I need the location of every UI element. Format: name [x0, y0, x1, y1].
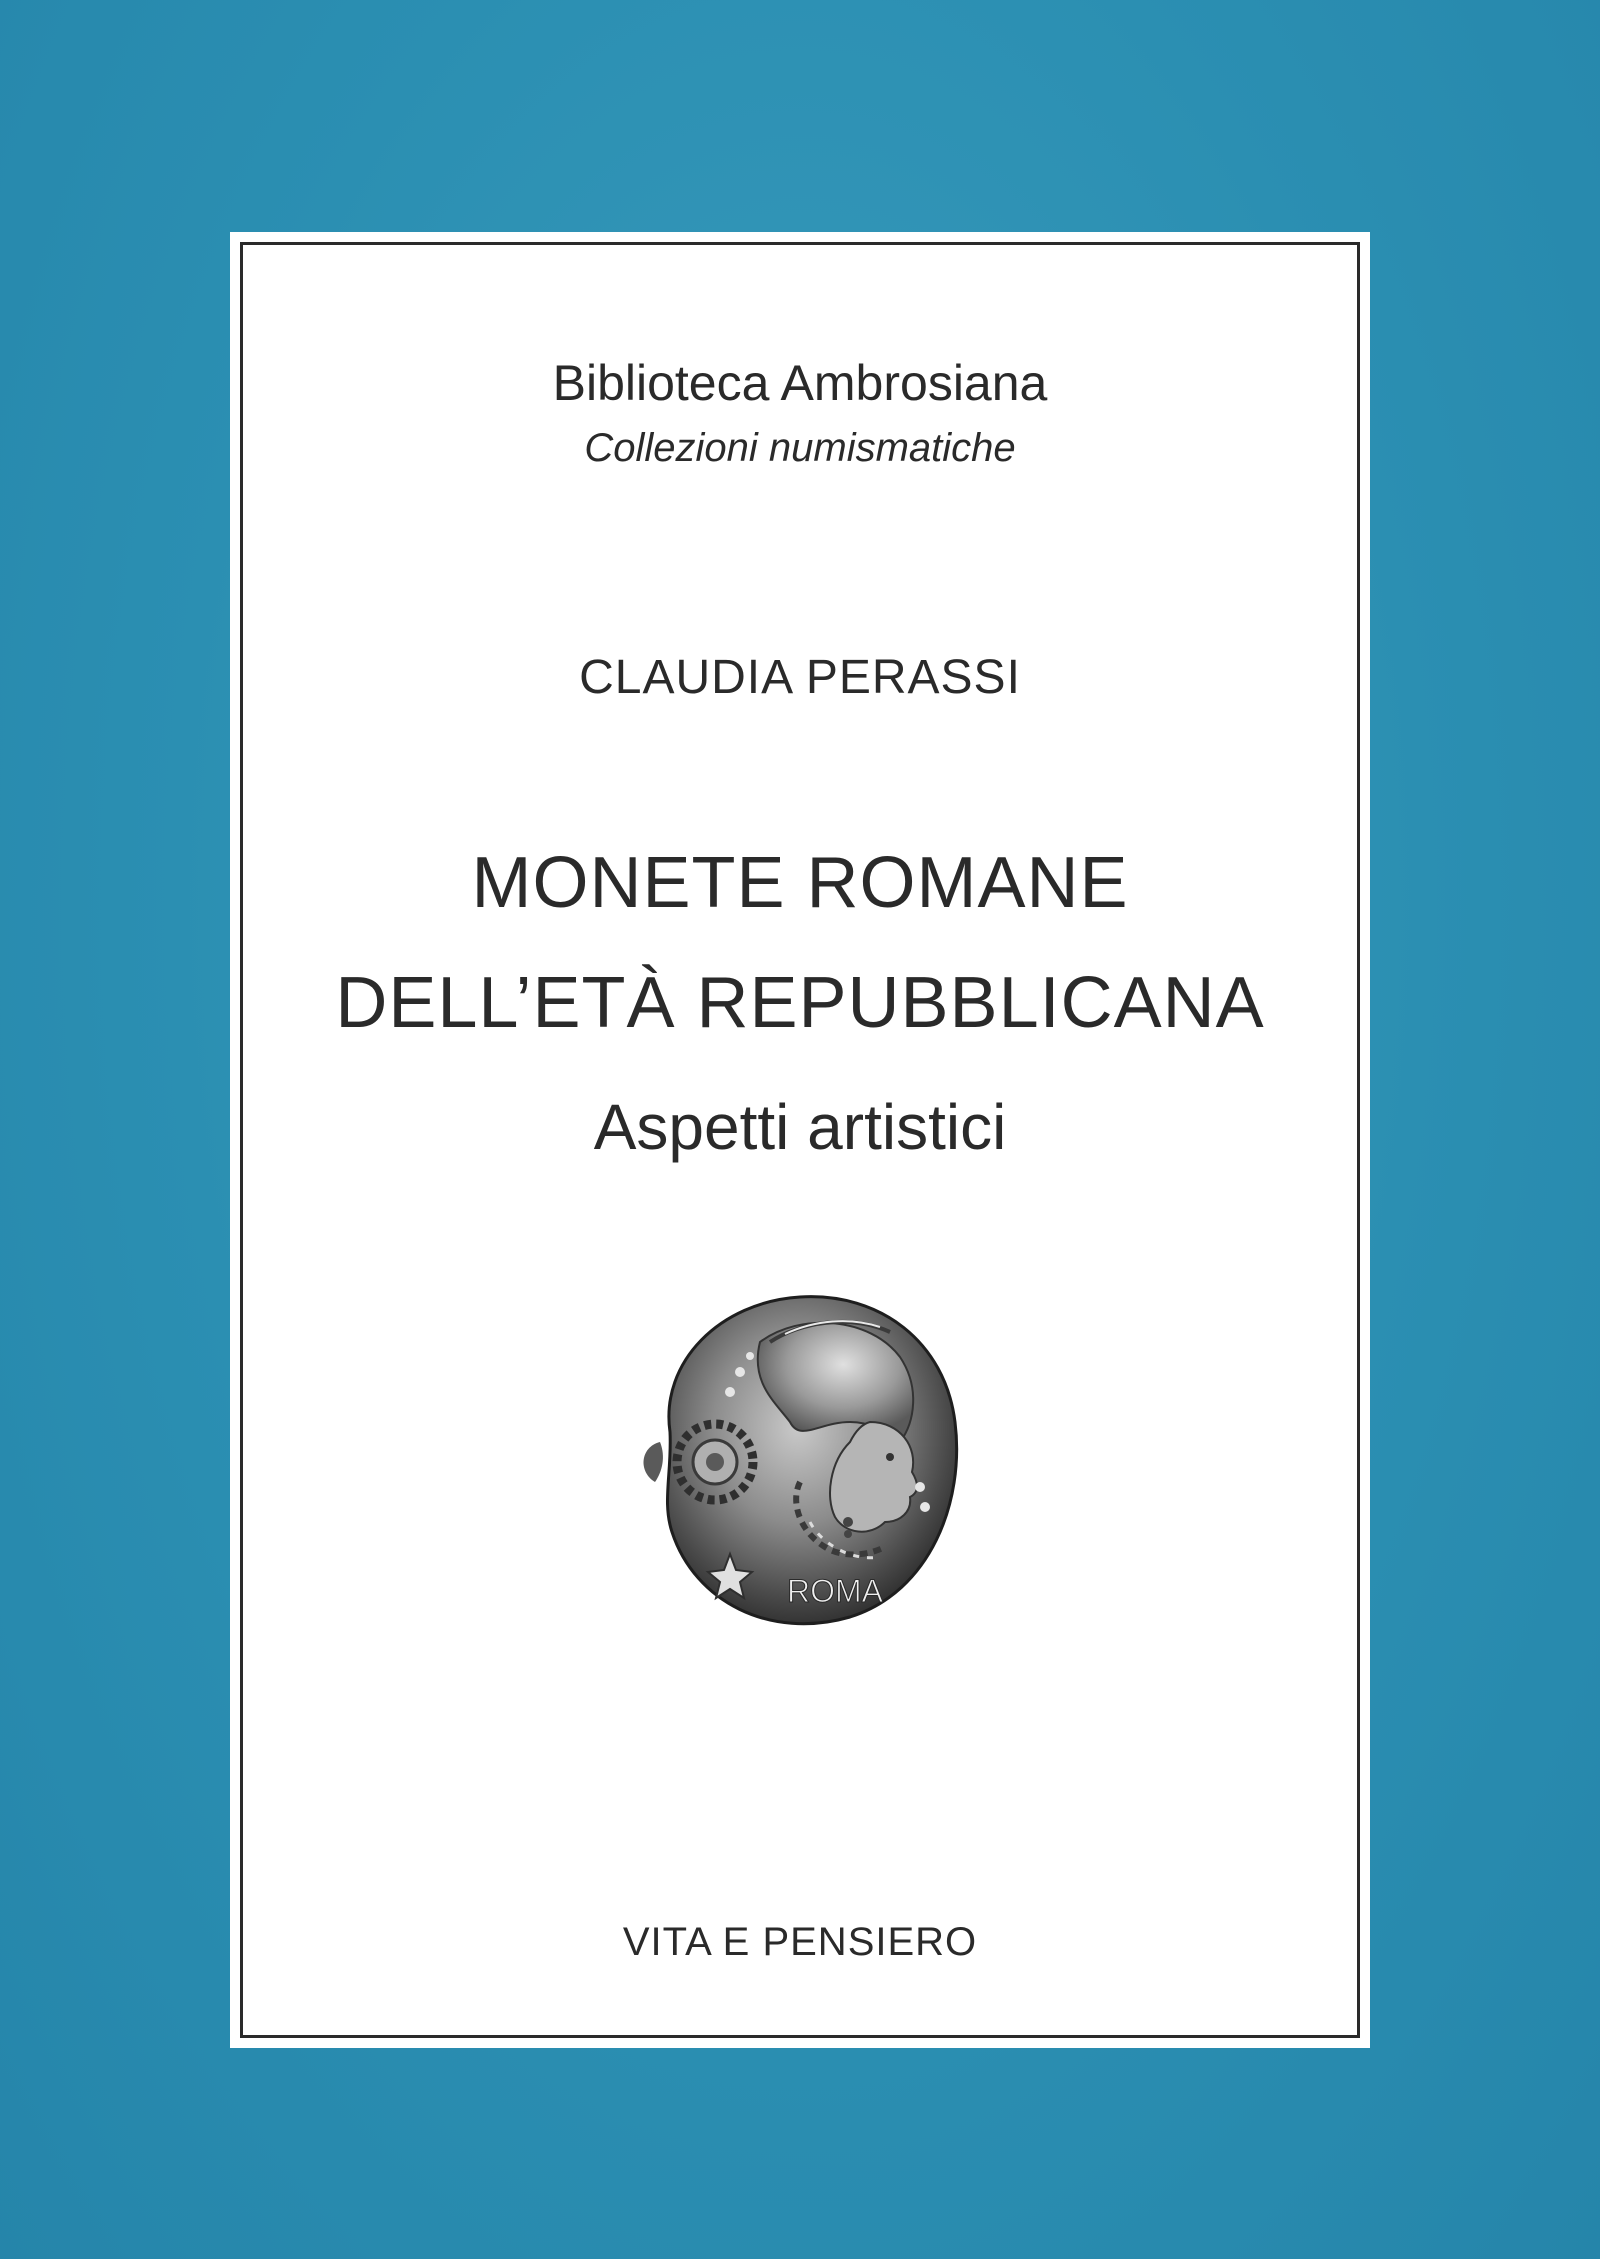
- series-subtitle: Collezioni numismatiche: [584, 426, 1016, 470]
- coin-icon: [600, 1272, 1000, 1652]
- publisher-name: VITA E PENSIERO: [622, 1920, 978, 1964]
- series-title: Biblioteca Ambrosiana: [552, 355, 1048, 411]
- book-title-line-2: DELL’ETÀ REPUBBLICANA: [335, 963, 1265, 1043]
- svg-text:ROMA: ROMA: [787, 1573, 883, 1609]
- book-title-line-1: MONETE ROMANE: [471, 843, 1129, 923]
- author-name: CLAUDIA PERASSI: [579, 651, 1021, 704]
- book-subtitle: Aspetti artistici: [593, 1091, 1007, 1163]
- cover-panel: [230, 232, 1370, 2048]
